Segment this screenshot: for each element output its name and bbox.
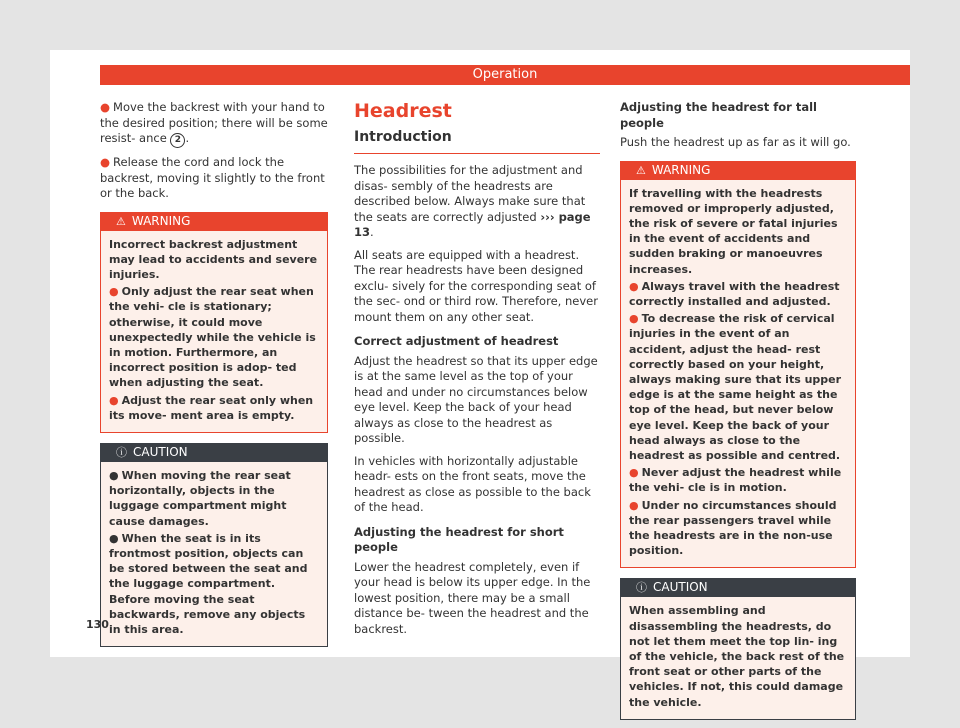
- paragraph: Lower the headrest completely, even if your head is below its upper edge. In the lowest position, there may be a small distance be- tween the headrest and the backrest.: [354, 559, 591, 636]
- caution-info-icon: ⓘ: [636, 581, 647, 595]
- warning-body: If travelling with the headrests removed or improperly adjusted, the risk of severe or fatal injuries in the event of accidents and sudden braking or manoeuvres increases. ● Always travel with the headrest correctly installed and adjusted. ● To decrease the risk of cervical injuries in the event of an accident, adjust the head- rest correctly based on your height, always making sure that its upper edge is at the same height as the top of the head, but never below eye level. Keep the back of your head always as close to the headrest as possible and centred. ● Never adjust the headrest while the vehi- cle is in motion. ● Under no circumstances should the rear passengers travel while the headrests are in the non-use position.: [620, 180, 856, 569]
- section-header: Operation: [100, 65, 910, 85]
- bullet-icon: ●: [109, 285, 119, 299]
- caution-header: ⓘ CAUTION: [620, 578, 856, 597]
- caution-box: [100, 443, 328, 647]
- bullet-icon: ●: [109, 468, 119, 482]
- bullet-icon: ●: [109, 531, 119, 545]
- caution-box: [620, 578, 856, 719]
- callout-number: 2: [170, 133, 185, 148]
- paragraph: The possibilities for the adjustment and disas- sembly of the headrests are described below. Always make sure that the seats are correctly adjusted ››› page 13.: [354, 163, 591, 239]
- warning-triangle-icon: ⚠: [636, 163, 646, 177]
- subheading: Adjusting the headrest for short people: [354, 524, 564, 554]
- subheading: Adjusting the headrest for tall people: [620, 100, 817, 130]
- subheading: Correct adjustment of headrest: [354, 334, 559, 348]
- section-title: Headrest: [354, 100, 452, 122]
- bullet-icon: ●: [629, 279, 639, 293]
- caution-header: ⓘ CAUTION: [100, 443, 328, 462]
- section-subtitle: Introduction: [354, 130, 600, 155]
- warning-box: [620, 161, 856, 569]
- caution-body: When assembling and disassembling the headrests, do not let them meet the top lin- ing of the vehicle, the back rest of the front seat or other parts of the vehicles. If not, this could damage the vehicle.: [620, 597, 856, 719]
- page-reference-link[interactable]: ››› page 13: [354, 209, 591, 239]
- bullet-icon: ●: [629, 312, 639, 326]
- warning-header: ⚠ WARNING: [100, 212, 328, 231]
- warning-triangle-icon: ⚠: [116, 214, 126, 228]
- manual-page: [50, 50, 910, 709]
- bullet-item: ● Move the backrest with your hand to the desired position; there will be some resist- ance 2 .: [100, 100, 328, 148]
- bullet-icon: ●: [100, 155, 111, 169]
- paragraph: In vehicles with horizontally adjustable headr- ests on the front seats, move the headrest as close as possible to the back of the head.: [354, 453, 591, 514]
- warning-body: Incorrect backrest adjustment may lead to accidents and severe injuries. ● Only adjust the rear seat when the vehi- cle is stationary; otherwise, it could move unexpectedly while the vehicle is in motion. Furthermore, an incorrect position is adop- ted when adjusting the seat. ● Adjust the rear seat only when its move- ment area is empty.: [100, 231, 328, 433]
- bullet-icon: ●: [100, 100, 111, 114]
- caution-body: ● When moving the rear seat horizontally, objects in the luggage compartment might cause damages. ● When the seat is in its frontmost position, objects can be stored between the seat and the luggage compartment. Before moving the seat backwards, remove any objects in this area.: [100, 462, 328, 647]
- page-number: 130: [86, 618, 109, 631]
- bullet-icon: ●: [629, 466, 639, 480]
- bullet-item: ● Release the cord and lock the backrest, moving it slightly to the front or the back.: [100, 155, 325, 200]
- paragraph: Adjust the headrest so that its upper edge is at the same level as the top of your head and under no circumstances below eye level. Keep the back of your head always as close to the headrest as possible.: [354, 353, 598, 445]
- warning-header: ⚠ WARNING: [620, 161, 856, 180]
- caution-info-icon: ⓘ: [116, 445, 127, 459]
- paragraph: Push the headrest up as far as it will go.: [620, 135, 851, 149]
- bullet-icon: ●: [109, 393, 119, 407]
- column-middle: [354, 100, 600, 644]
- warning-box: [100, 212, 328, 433]
- paragraph: All seats are equipped with a headrest. The rear headrests have been designed exclu- sively for the corresponding seat of the sec- ond or third row. Therefore, never mount them on any other seat.: [354, 247, 598, 324]
- column-left: [100, 100, 328, 655]
- bullet-icon: ●: [629, 498, 639, 512]
- column-right: [620, 100, 856, 728]
